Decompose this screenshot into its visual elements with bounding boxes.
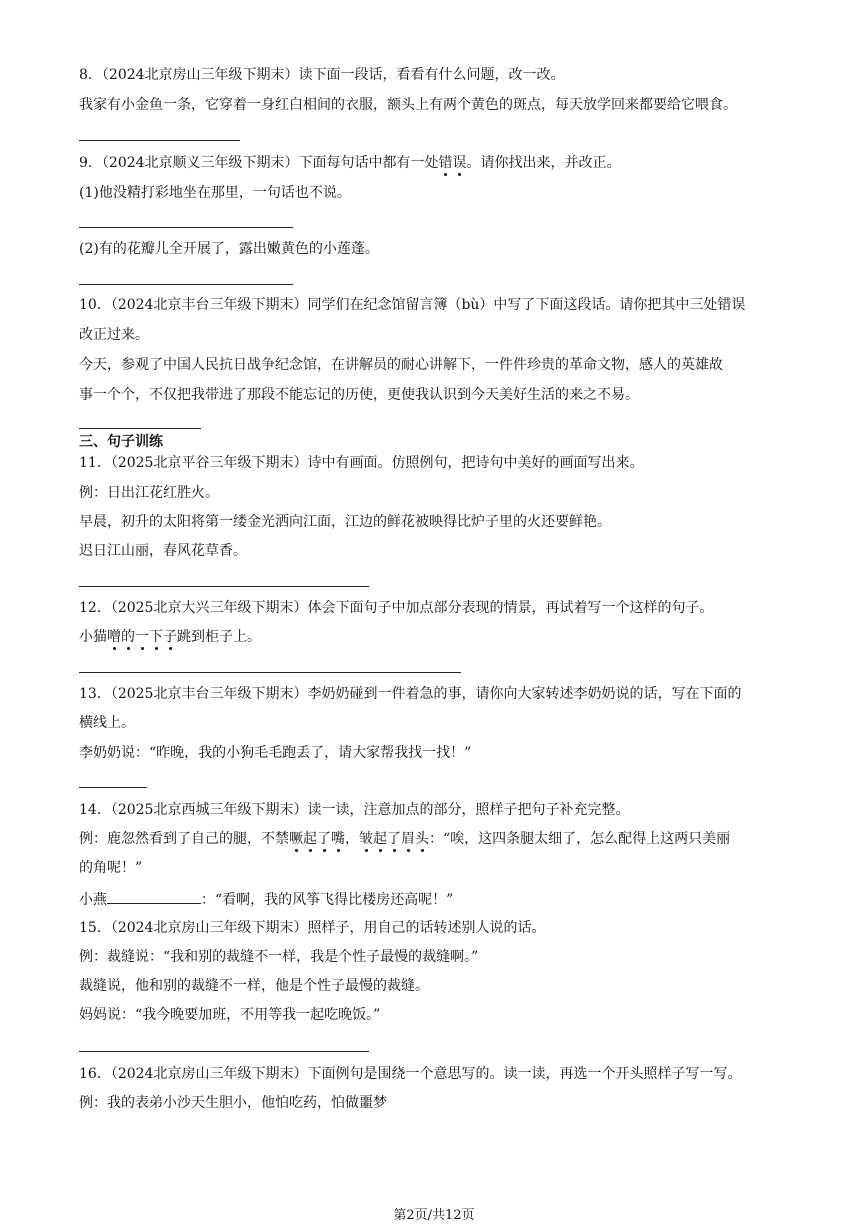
- dotted-char: 眉: [401, 831, 415, 847]
- q8-text: 我家有小金鱼一条，它穿着一身红白相间的衣服，额头上有两个黄色的斑点，每天放学回来都要给它喂食。: [79, 97, 737, 113]
- dotted-char: 起: [303, 831, 317, 847]
- q10-text-line1: 今天，参观了中国人民抗日战争纪念馆，在讲解员的耐心讲解下，一件件珍贵的革命文物，感人的英雄故: [79, 357, 723, 373]
- q15-answer-line[interactable]: [79, 1051, 369, 1052]
- q9-dot-char-2: 误: [452, 155, 467, 171]
- dotted-char: 一: [135, 629, 149, 645]
- dotted-char: 下: [149, 629, 163, 645]
- q12-dotted-phrase: [107, 629, 177, 645]
- q9-dot-char-1: 错: [438, 155, 453, 171]
- dotted-char: 起: [373, 831, 387, 847]
- q13-answer-line[interactable]: [79, 787, 147, 788]
- q15-example-answer: 裁缝说，他和别的裁缝不一样，他是个性子最慢的裁缝。: [79, 978, 429, 994]
- dotted-char: 嘴: [331, 831, 345, 847]
- q11-example-answer: 早晨，初升的太阳将第一缕金光洒向江面，江边的鲜花被映得比炉子里的火还要鲜艳。: [79, 514, 611, 530]
- dotted-char: 皱: [359, 831, 373, 847]
- q16-example: 例：我的表弟小沙天生胆小，他怕吃药，怕做噩梦: [79, 1095, 387, 1111]
- q14-fill-blank[interactable]: [107, 889, 201, 904]
- q13-quote: 李奶奶说：“昨晚，我的小狗毛毛跑丢了，请大家帮我找一找！”: [79, 745, 472, 761]
- q14-example: 例：鹿忽然看到了自己的腿，不禁噘起了嘴，皱起了眉头：“唉，这四条腿太细了，怎么配得上这两只美丽: [79, 831, 731, 847]
- dotted-char: 噘: [289, 831, 303, 847]
- dotted-char: 噌: [107, 629, 121, 645]
- q9-sentence-1: (1)他没精打彩地坐在那里，一句话也不说。: [79, 185, 351, 201]
- q14-dotted-phrase-1: [289, 831, 345, 847]
- q14-fill: 小燕 ：“看啊，我的风筝飞得比楼房还高呢！”: [79, 889, 453, 909]
- dotted-char: 了: [317, 831, 331, 847]
- q15-title: 15．（2024北京房山三年级下期末）照样子，用自己的话转述别人说的话。: [79, 920, 546, 936]
- q12-answer-line[interactable]: [79, 672, 461, 673]
- q10-text-line2: 事一个个，不仅把我带进了那段不能忘记的历使，更使我认识到今天美好生活的来之不易。: [79, 387, 639, 403]
- q11-poem: 迟日江山丽，春风花草香。: [79, 543, 247, 559]
- q9-answer-line-1[interactable]: [79, 227, 293, 228]
- q10-title-line1: 10．（2024北京丰台三年级下期末）同学们在纪念馆留言簿（bù）中写了下面这段话。请你把其中三处错误: [79, 297, 746, 313]
- q14-dotted-phrase-2: [359, 831, 429, 847]
- q9-sentence-2: (2)有的花瓣儿全开展了，露出嫩黄色的小莲蓬。: [79, 241, 379, 257]
- dotted-char: 子: [163, 629, 177, 645]
- q16-title: 16．（2024北京房山三年级下期末）下面例句是围绕一个意思写的。读一读，再选一个开头照样子写一写。: [79, 1066, 742, 1082]
- q15-example: 例：裁缝说：“我和别的裁缝不一样，我是个性子最慢的裁缝啊。”: [79, 949, 479, 965]
- section-heading: 三、句子训练: [79, 434, 163, 450]
- q14-example-line2: 的角呢！”: [79, 860, 143, 876]
- q9-dotted-word: [439, 155, 467, 171]
- q15-quote: 妈妈说：“我今晚要加班，不用等我一起吃晚饭。”: [79, 1007, 381, 1023]
- q12-sentence: 小猫噌的一下子跳到柜子上。: [79, 629, 261, 645]
- q10-answer-line[interactable]: [79, 428, 201, 429]
- q11-title: 11．（2025北京平谷三年级下期末）诗中有画面。仿照例句，把诗句中美好的画面写出来。: [79, 455, 644, 471]
- q14-title: 14．（2025北京西城三年级下期末）读一读，注意加点的部分，照样子把句子补充完整。: [79, 802, 630, 818]
- dotted-char: 的: [121, 629, 135, 645]
- q10-title-line2: 改正过来。: [79, 327, 149, 343]
- q12-title: 12．（2025北京大兴三年级下期末）体会下面句子中加点部分表现的情景，再试着写一个这样的句子。: [79, 600, 714, 616]
- dotted-char: 了: [387, 831, 401, 847]
- q13-title-line1: 13．（2025北京丰台三年级下期末）李奶奶碰到一件着急的事，请你向大家转述李奶奶说的话，写在下面的: [79, 686, 742, 702]
- q8-title: 8．（2024北京房山三年级下期末）读下面一段话，看看有什么问题，改一改。: [79, 67, 565, 83]
- q8-answer-line[interactable]: [79, 140, 240, 141]
- dotted-char: 头: [415, 831, 429, 847]
- page-number: 第2页/共12页: [393, 1208, 475, 1223]
- q11-answer-line[interactable]: [79, 586, 369, 587]
- q11-example: 例：日出江花红胜火。: [79, 485, 219, 501]
- q9-answer-line-2[interactable]: [79, 284, 293, 285]
- q9-title: 9．（2024北京顺义三年级下期末）下面每句话中都有一处错误。请你找出来，并改正。: [79, 155, 621, 171]
- q13-title-line2: 横线上。: [79, 715, 135, 731]
